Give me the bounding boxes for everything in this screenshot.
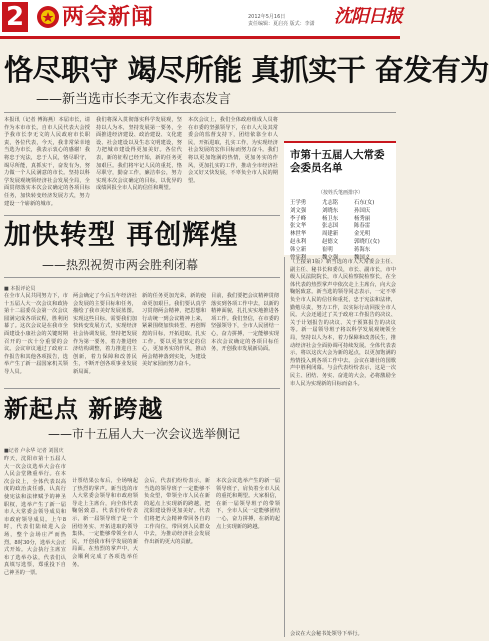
member-name: 刘晓东 <box>322 207 339 214</box>
member-name: 崔明 <box>322 246 333 253</box>
article3-col3: 会后，代表们纷纷表示，新当选的领导班子一定能够不负众望，带领全市人民在新的起点上实现新的跨越，把沈阳建设得更加美好。代表们将把大会精神带回各自的工作岗位，带回到人民群众中去，为推动经济社会发展作出新的更大的贡献。 <box>144 478 210 545</box>
section-rule <box>4 388 280 389</box>
footer-note: 会议在大会秘书处领导下举行。 <box>290 631 363 637</box>
member-name: 刘文强 <box>290 207 307 214</box>
member-name: 陈春雷 <box>354 223 371 230</box>
party-emblem-icon <box>36 5 60 29</box>
member-name: 周建新 <box>322 231 339 238</box>
column-divider <box>284 257 285 637</box>
member-name: 韩立新 <box>290 246 307 253</box>
issue-info <box>248 14 334 28</box>
member-name: 赵永利 <box>290 238 307 245</box>
issue-date: 2012年5月16日 <box>248 14 286 20</box>
article3-col1: 昨天，沈阳市第十五届人大一次会议选举大会在市人民会堂隆重举行。在本次会议上，全体代表以高度的政治责任感，认真行使宪法和法律赋予的神圣职权，选举产生了新一届市人大常委会领导成员和市政府领导成员。上午8时，代表们陆续进入会场，整个会场庄严而热烈。8时30分，选举大会正式开始。大会执行主席宣布了选举办法，代表们认真填写选票，郑重投下自己神圣的一票。 <box>4 456 66 576</box>
article2-col2: 两会确定了今后五年经济社会发展的主要目标和任务，描绘了我市美好发展蓝图。实现这些目标，需要我们加快转变发展方式，实现经济社会协调发展，坚持把发展作为第一要务，着力推进经济结构调整，着力推进自主创新，着力保障和改善民生，不断开创各项事业发展新局面。 <box>73 293 137 375</box>
member-name: 王学勇 <box>290 200 307 206</box>
editor-credit: 责任编辑：夏启亮 版式：李潇 <box>248 21 315 27</box>
subheadline-3: ——市十五届人大一次会议选举侧记 <box>48 427 241 441</box>
article2-col3: 新的任务更加光荣，新的使命更加艰巨。我们要认真学习贯彻两会精神，把思想和行动统一到会议精神上来，紧紧围绕加快转型、再创辉煌的目标，开拓进取，扎实工作。要以更加坚定的信心，更加务实的作风，推动两会精神落到实处，为建设美好家园而努力奋斗。 <box>142 293 206 368</box>
headline-1: 恪尽职守 竭尽所能 真抓实干 奋发有为 <box>4 53 489 87</box>
headline-rule <box>4 112 396 113</box>
member-name: 杨秀丽 <box>354 215 371 222</box>
headline-2: 加快转型 再创辉煌 <box>4 220 239 251</box>
headline-rule <box>4 277 280 278</box>
member-name: 张文华 <box>290 223 307 230</box>
member-name: 孙国庆 <box>354 207 371 214</box>
article1-col1: 本报讯（记者 傅海燕）本届市长，请作为本市市长。自市人民代表大会授予我市长李无文的人民政府市长职责，各位代表，今天，我非常荣幸地当选为市长，我表示衷心的感谢！我将忠于宪法，忠于人民，恪尽职守，竭尽所能，真抓实干，奋发有为，努力做一个人民满意的市长。坚持以科学发展观统领经济社会发展全局，全面贯彻落实本次会议确定的各项目标任务，加快转变经济发展方式，努力建设一个崭新的城市。 <box>4 117 90 207</box>
member-name: 李子峰 <box>290 215 307 222</box>
page-number: 2 <box>2 2 28 32</box>
header-divider <box>0 36 400 39</box>
member-name: 金光明 <box>354 231 371 238</box>
headline-3: 新起点 新跨越 <box>4 395 164 423</box>
newspaper-logo: 沈阳日报 <box>334 6 402 27</box>
member-name: 张志国 <box>322 223 339 230</box>
subheadline-1: ——新当选市长李无文作表态发言 <box>36 92 232 107</box>
member-name: 魏立强 <box>322 254 339 261</box>
member-name: 蒋海东 <box>354 246 371 253</box>
member-name: 赵德文 <box>322 238 339 245</box>
article1-col3: 本次会议上，我们全体政府组成人员将在市委的坚强领导下，在市人大及其常委会的监督支持下，团结依靠全市人民，开拓进取，扎实工作，为实现经济社会发展的宏伟目标而努力奋斗。我们将以更加饱满的热情，更加务实的作风，更加扎实的工作，推动全市经济社会又好又快发展，不辜负全市人民的期望。 <box>188 117 278 184</box>
article3-col2: 计票结果公布后，全场响起了热烈的掌声。新当选的市人大常委会领导和市政府领导走上主席台，向全体代表鞠躬致意。代表们纷纷表示，新一届领导班子是一个团结务实、开拓进取的领导集体，一定能够带领全市人民，开创我市科学发展的新局面。在热烈的掌声中，大会顺利完成了各项选举任务。 <box>72 478 138 568</box>
byline-2: ■ 本报评论员 <box>4 286 36 292</box>
committee-member-list <box>290 200 394 262</box>
member-name: 石东(女) <box>354 200 375 206</box>
section-rule <box>4 215 280 216</box>
committee-list-title: 市第十五届人大常委会委员名单 <box>290 149 385 174</box>
member-name: 尤志铭 <box>322 200 339 206</box>
byline-3: ■记者 卢永华 记者 刘国庆 <box>4 448 64 454</box>
continued-article: （上接第1版）新当选的市人大常委会主任、副主任、秘书长和委员，市长、副市长，市中级人民法院院长，市人民检察院检察长，在全体代表的热烈掌声中依次走上主席台，向大会鞠躬致意。新当选的领导同志表示，一定不辜负全市人民的信任和重托，忠于宪法和法律，勤勉尽责，努力工作，以实际行动回报全市人民。大会还通过了关于政府工作报告的决议、关于计划报告的决议、关于预算报告的决议等。新一届领导班子将以科学发展观统领全局，坚持以人为本，着力保障和改善民生，推动经济社会全面协调可持续发展。全体代表表示，将以这次大会为新的起点，以更加饱满的热情投入到各项工作中去。会议在雄壮的国歌声中胜利闭幕。与会代表纷纷表示，这是一次民主、团结、务实、奋进的大会，必将激励全市人民为实现新的目标而奋斗。 <box>290 259 396 387</box>
member-name: 林世华 <box>290 231 307 238</box>
article3-col4: 本次会议选举产生的新一届领导班子，肩负着全市人民的重托和期望。大家相信，在新一届领导班子的带领下，全市人民一定能够团结一心，奋力拼搏，在新的起点上实现新的跨越。 <box>216 478 280 530</box>
article1-col2: 我们将深入贯彻落实科学发展观，坚持以人为本，坚持发展第一要务，全面推进经济建设、政治建设、文化建设、社会建设以及生态文明建设，努力把城市建设得更加美好。各位代表，新的征程已经开始，新的任务更加艰巨。我们将牢记人民的重托，恪尽职守，勤奋工作，廉洁奉公，努力实现本次会议确定的目标，以优异的成绩回报全市人民的信任和期望。 <box>96 117 182 192</box>
member-name: 郭晓红(女) <box>354 238 380 245</box>
article2-col4: 目前，我们要把会议精神贯彻落实到各项工作中去，以新的精神面貌，扎扎实实地推进各项工作。我们坚信，在市委的坚强领导下，全市人民团结一心，奋力拼搏，一定能够实现本次会议确定的各项目标任务，开创我市发展新局面。 <box>211 293 279 353</box>
member-name: 杨卫东 <box>322 215 339 222</box>
committee-list-note: （按姓氏笔画排序） <box>318 190 364 196</box>
article2-col1: 在全市人民共同努力下，市十五届人大一次会议和政协第十二届委员会第一次会议圆满完成各项议程，胜利闭幕了。这次会议是在我市全面建设小康社会的关键时期召开的一次十分重要的会议。会议审议通过了政府工作报告和其他各项报告，选举产生了新一届国家机关领导人员。 <box>4 293 68 375</box>
member-name: 魏国义 <box>354 254 371 261</box>
section-title: 两会新闻 <box>62 5 155 30</box>
subheadline-2: ——热烈祝贺市两会胜利闭幕 <box>42 258 199 272</box>
member-name: 曾宪利 <box>290 254 307 261</box>
